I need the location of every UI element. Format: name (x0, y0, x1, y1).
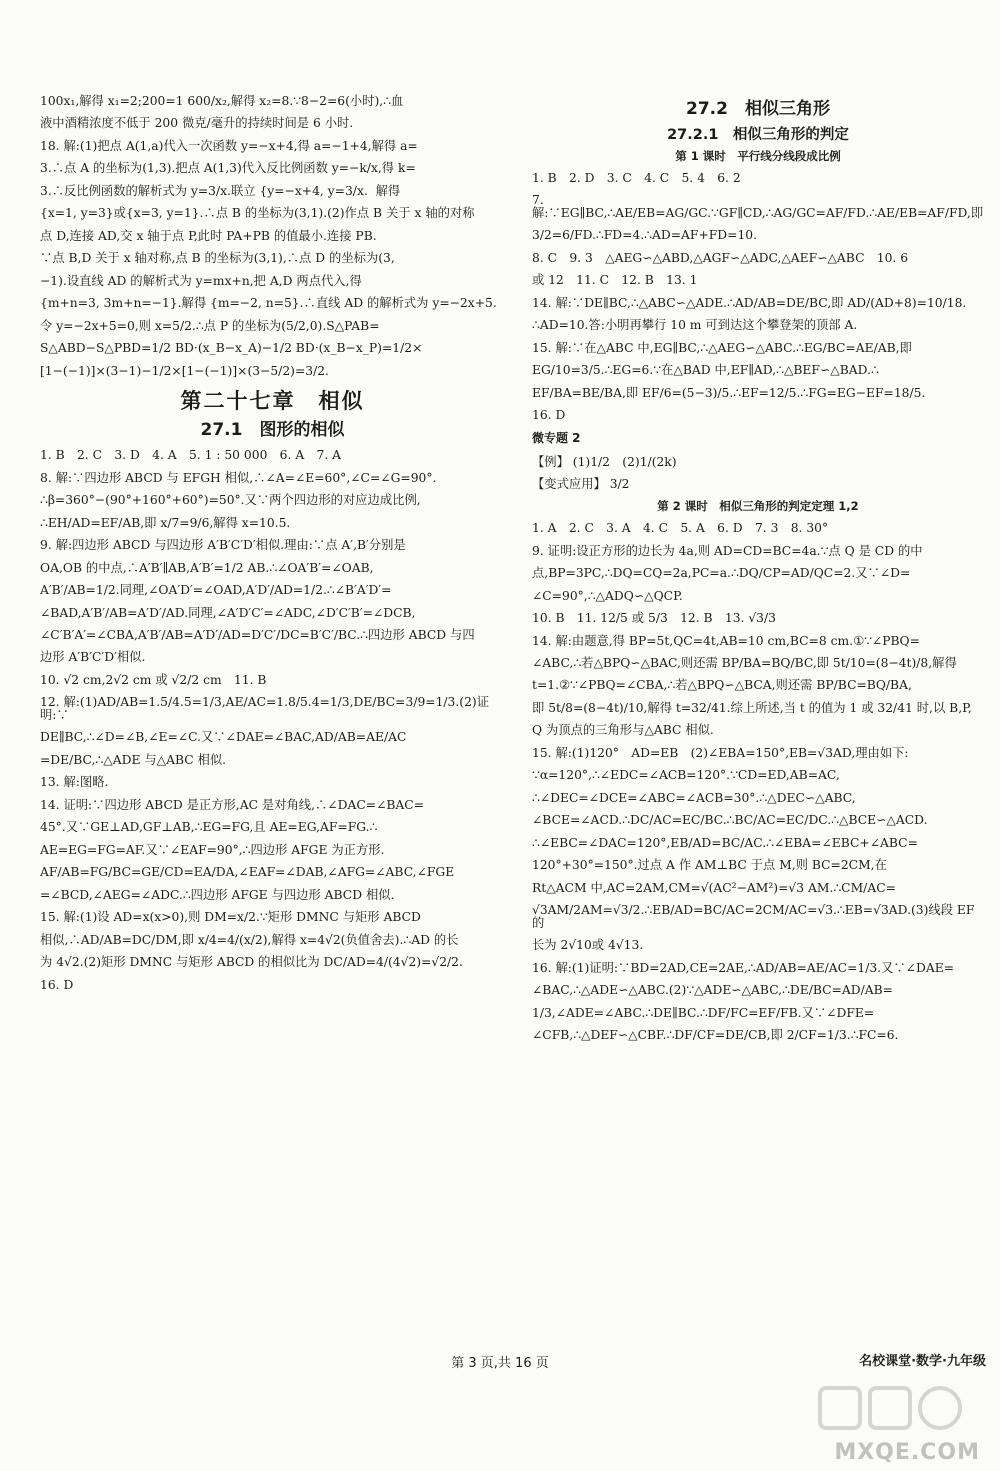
answer-line: 15. 解:(1)设 AD=x(x>0),则 DM=x/2.∵矩形 DMNC 与矩形 ABCD (40, 910, 421, 925)
left-answer-block-bottom (40, 449, 505, 991)
answer-line: ∴AD=10.答:小明再攀行 10 m 可到达这个攀登架的顶部 A. (532, 318, 858, 333)
answer-line: [1−(−1)]×(3−1)−1/2×[1−(−1)]×(3−5/2)=3/2. (40, 363, 329, 378)
answer-line: {x=1, y=3}或{x=3, y=1}.∴点 B 的坐标为(3,1).(2)作点 B 关于 x 轴的对称 (40, 206, 475, 221)
answer-line: −1).设直线 AD 的解析式为 y=mx+n,把 A,D 两点代入,得 (40, 273, 362, 288)
answer-line: 14. 证明:∵四边形 ABCD 是正方形,AC 是对角线,∴∠DAC=∠BAC= (40, 797, 424, 812)
answer-line: 8. C 9. 3 △AEG∽△ABD,△AGF∽△ADC,△AEF∽△ABC 10. 6 (532, 250, 909, 265)
answer-line: {m+n=3, 3m+n=−1}.解得 {m=−2, n=5}.∴直线 AD 的解析式为 y=−2x+5. (40, 296, 497, 311)
answer-line: 长为 2√10或 4√13. (532, 938, 644, 953)
left-answer-block-top (40, 95, 505, 377)
answer-line: 1. A 2. C 3. A 4. C 5. A 6. D 7. 3 8. 30° (532, 521, 829, 536)
answer-line: ∴∠EBC=∠DAC=120°,EB/AD=BC/AC.∴∠EBA=∠EBC+∠ABC= (532, 835, 918, 850)
answer-line: 14. 解:由题意,得 BP=5t,QC=4t,AB=10 cm,BC=8 cm.①∵∠PBQ= (532, 633, 920, 648)
lesson-1-answers (532, 172, 984, 421)
answer-line: 点 D,连接 AD,交 x 轴于点 P,此时 PA+PB 的值最小.连接 PB. (40, 228, 377, 243)
answer-line: ∠BAD,A′B′/AB=A′D′/AD.同理,∠A′D′C′=∠ADC,∠D′C′B′=∠DCB, (40, 605, 416, 620)
answer-line: 或 12 11. C 12. B 13. 1 (532, 273, 698, 288)
subsection-title-27-2-1: 27.2.1 相似三角形的判定 (667, 127, 849, 143)
answer-line: ∠ABC,∴若△BPQ∽△BAC,则还需 BP/BA=BQ/BC,即 5t/10=(8−4t)/8,解得 (532, 656, 957, 670)
answer-line: 1. B 2. D 3. C 4. C 5. 4 6. 2 (532, 171, 741, 185)
answer-line: =DE/BC,∴△ADE 与△ABC 相似. (40, 752, 227, 767)
answer-line: 13. 解:图略. (40, 775, 109, 790)
answer-line: 1. B 2. C 3. D 4. A 5. 1 : 50 000 6. A 7. A (40, 448, 342, 463)
answer-line: 16. D (532, 408, 566, 423)
example-answer: 【例】 (1)1/2 (2)1/(2k) (532, 454, 677, 469)
lesson-2-title: 第 2 课时 相似三角形的判定定理 1,2 (657, 498, 859, 513)
answer-line: 点,BP=3PC,∴DQ=CQ=2a,PC=a.∴DQ/CP=AD/QC=2.又∵∠D= (532, 566, 911, 581)
answer-line: 18. 解:(1)把点 A(1,a)代入一次函数 y=−x+4,得 a=−1+4,解得 a= (40, 138, 418, 153)
answer-line: 120°+30°=150°.过点 A 作 AM⊥BC 于点 M,则 BC=2CM,在 (532, 858, 887, 873)
answer-line: 3.∴点 A 的坐标为(1,3).把点 A(1,3)代入反比例函数 y=−k/x,得 k= (40, 161, 416, 176)
section-title-27-2: 27.2 相似三角形 (686, 99, 830, 119)
lesson-1-title: 第 1 课时 平行线分线段成比例 (675, 148, 841, 163)
answer-line: 3/2=6/FD.∴FD=4.∴AD=AF+FD=10. (532, 228, 758, 243)
answer-line: 15. 解:(1)120° AD=EB (2)∠EBA=150°,EB=√3AD,理由如下: (532, 745, 909, 760)
answer-line: ∵点 B,D 关于 x 轴对称,点 B 的坐标为(3,1),∴点 D 的坐标为(3, (40, 251, 395, 266)
answer-line: 边形 A′B′C′D′相似. (40, 650, 146, 665)
answer-line: 16. 解:(1)证明:∵BD=2AD,CE=2AE,∴AD/AB=AE/AC=1/3.又∵∠DAE= (532, 960, 955, 975)
answer-line: 9. 证明:设正方形的边长为 4a,则 AD=CD=BC=4a.∵点 Q 是 CD 的中 (532, 543, 923, 558)
answer-line: √3AM/2AM=√3/2.∴EB/AD=BC/AC=2CM/AC=√3.∴EB=√3AD.(3)线段 EF 的 (532, 903, 979, 930)
chapter-title: 第二十七章 相似 (180, 389, 365, 414)
answer-line: ∠BCE=∠ACD.∴DC/AC=EC/BC.∴BC/AC=EC/DC.∴△BCE∽△ACD. (532, 813, 928, 828)
answer-line: 为 4√2.(2)矩形 DMNC 与矩形 ABCD 的相似比为 DC/AD=4/(4√2)=√2/2. (40, 955, 463, 970)
answer-line: ∠C=90°,∴△ADQ∽△QCP. (532, 588, 683, 603)
answer-line: 8. 解:∵四边形 ABCD 与 EFGH 相似,∴∠A=∠E=60°,∠C=∠G=90°. (40, 470, 437, 485)
answer-line: ∴β=360°−(90°+160°+60°)=50°.又∵两个四边形的对应边成比例, (40, 493, 421, 508)
answer-line: ∴∠DEC=∠DCE=∠ABC=∠ACB=30°.∴△DEC∽△ABC, (532, 790, 856, 805)
variant-answer: 【变式应用】 3/2 (532, 477, 630, 492)
answer-line: t=1.②∵∠PBQ=∠CBA,∴若△BPQ∽△BCA,则还需 BP/BC=BQ/BA, (532, 678, 912, 693)
answer-line: 100x₁,解得 x₁=2;200=1 600/x₂,解得 x₂=8.∵8−2=6(小时),∴血 (40, 94, 404, 108)
answer-line: 15. 解:∵在△ABC 中,EG∥BC,∴△AEG∽△ABC.∴EG/BC=AE/AB,即 (532, 340, 912, 355)
answer-line: 10. B 11. 12/5 或 5/3 12. B 13. √3/3 (532, 611, 776, 626)
answer-line: ∠C′B′A′=∠CBA,A′B′/AB=A′D′/AD=D′C′/DC=B′C′/BC.∴四边形 ABCD 与四 (40, 627, 475, 642)
answer-line: A′B′/AB=1/2.同理,∠OA′D′=∠OAD,A′D′/AD=1/2.∴∠B′A′D′= (40, 583, 392, 598)
book-brand: 名校课堂·数学·九年级 (859, 1354, 986, 1369)
answer-line: Q 为顶点的三角形与△ABC 相似. (532, 723, 714, 738)
section-title-27-1: 27.1 图形的相似 (200, 420, 345, 441)
answer-line: AF/AB=FG/BC=GE/CD=EA/DA,∠EAF=∠DAB,∠AFG=∠ABC,∠FGE (40, 865, 455, 880)
answer-line: =∠BCD,∠AEG=∠ADC.∴四边形 AFGE 与四边形 ABCD 相似. (40, 887, 395, 902)
watermark-text: MXQE.COM (834, 1440, 980, 1465)
answer-line: EF/BA=BE/BA,即 EF/6=(5−3)/5.∴EF=12/5.∴FG=EG−EF=18/5. (532, 385, 926, 400)
answer-line: 12. 解:(1)AD/AB=1.5/4.5=1/3,AE/AC=1.8/5.4=1/3,DE/BC=3/9=1/3.(2)证明:∵ (40, 695, 489, 722)
answer-line: 液中酒精浓度不低于 200 微克/毫升的持续时间是 6 小时. (40, 116, 354, 131)
answer-line: EG/10=3/5.∴EG=6.∵在△BAD 中,EF∥AD,∴△BEF∽△BAD.∴ (532, 363, 879, 378)
answer-line: 1/3,∠ADE=∠ABC.∴DE∥BC.∴DF/FC=EF/FB.又∵∠DFE= (532, 1005, 875, 1020)
answer-line: ∠CFB,∴△DEF∽△CBF.∴DF/CF=DE/CB,即 2/CF=1/3.∴FC=6. (532, 1028, 899, 1043)
answer-line: 45°.又∵GE⊥AD,GF⊥AB,∴EG=FG,且 AE=EG,AF=FG.∴ (40, 820, 378, 835)
answer-line: 16. D (40, 977, 74, 992)
answer-line: 7. 解:∵EG∥BC,∴AE/EB=AG/GC.∵GF∥CD,∴AG/GC=AF/FD.∴AE/EB=AF/FD,即 (532, 193, 984, 220)
answer-line: AE=EG=FG=AF.又∵∠EAF=90°,∴四边形 AFGE 为正方形. (40, 842, 385, 857)
answer-line: 相似,∴AD/AB=DC/DM,即 x/4=4/(x/2),解得 x=4√2(负值舍去).∴AD 的长 (40, 932, 459, 947)
answer-line: 令 y=−2x+5=0,则 x=5/2.∴点 P 的坐标为(5/2,0).S△PAB= (40, 318, 380, 333)
answer-line: 即 5t/8=(8−4t)/10,解得 t=32/41.综上所述,当 t 的值为 1 或 32/41 时,以 B,P, (532, 700, 972, 715)
mini-topic-title: 微专题 2 (532, 430, 581, 445)
answer-line: 3.∴反比例函数的解析式为 y=3/x.联立 {y=−x+4, y=3/x. 解得 (40, 183, 401, 198)
left-column (40, 95, 505, 1001)
answer-line: DE∥BC,∴∠D=∠B,∠E=∠C.又∵∠DAE=∠BAC,AD/AB=AE/AC (40, 730, 407, 745)
answer-line: S△ABD−S△PBD=1/2 BD·(x_B−x_A)−1/2 BD·(x_B−x_P)=1/2× (40, 341, 423, 356)
answer-line: OA,OB 的中点,∴A′B′∥AB,A′B′=1/2 AB.∴∠OA′B′=∠OAB, (40, 560, 374, 575)
answer-line: 14. 解:∵DE∥BC,∴△ABC∽△ADE.∴AD/AB=DE/BC,即 AD/(AD+8)=10/18. (532, 295, 967, 310)
answer-line: ∴EH/AD=EF/AB,即 x/7=9/6,解得 x=10.5. (40, 515, 291, 530)
answer-line: ∵α=120°,∴∠EDC=∠ACB=120°.∵CD=ED,AB=AC, (532, 768, 840, 783)
right-column (532, 95, 984, 1052)
answer-line: ∠BAC,∴△ADE∽△ABC.(2)∵△ADE∽△ABC,∴DE/BC=AD/AB= (532, 983, 893, 998)
lesson-2-answers (532, 522, 984, 1041)
answer-line: 9. 解:四边形 ABCD 与四边形 A′B′C′D′相似.理由:∵点 A′,B′分别是 (40, 538, 406, 553)
answer-line: 10. √2 cm,2√2 cm 或 √2/2 cm 11. B (40, 672, 267, 687)
answer-line: Rt△ACM 中,AC=2AM,CM=√(AC²−AM²)=√3 AM.∴CM/AC= (532, 880, 896, 895)
page-number: 第 3 页,共 16 页 (451, 1356, 549, 1371)
